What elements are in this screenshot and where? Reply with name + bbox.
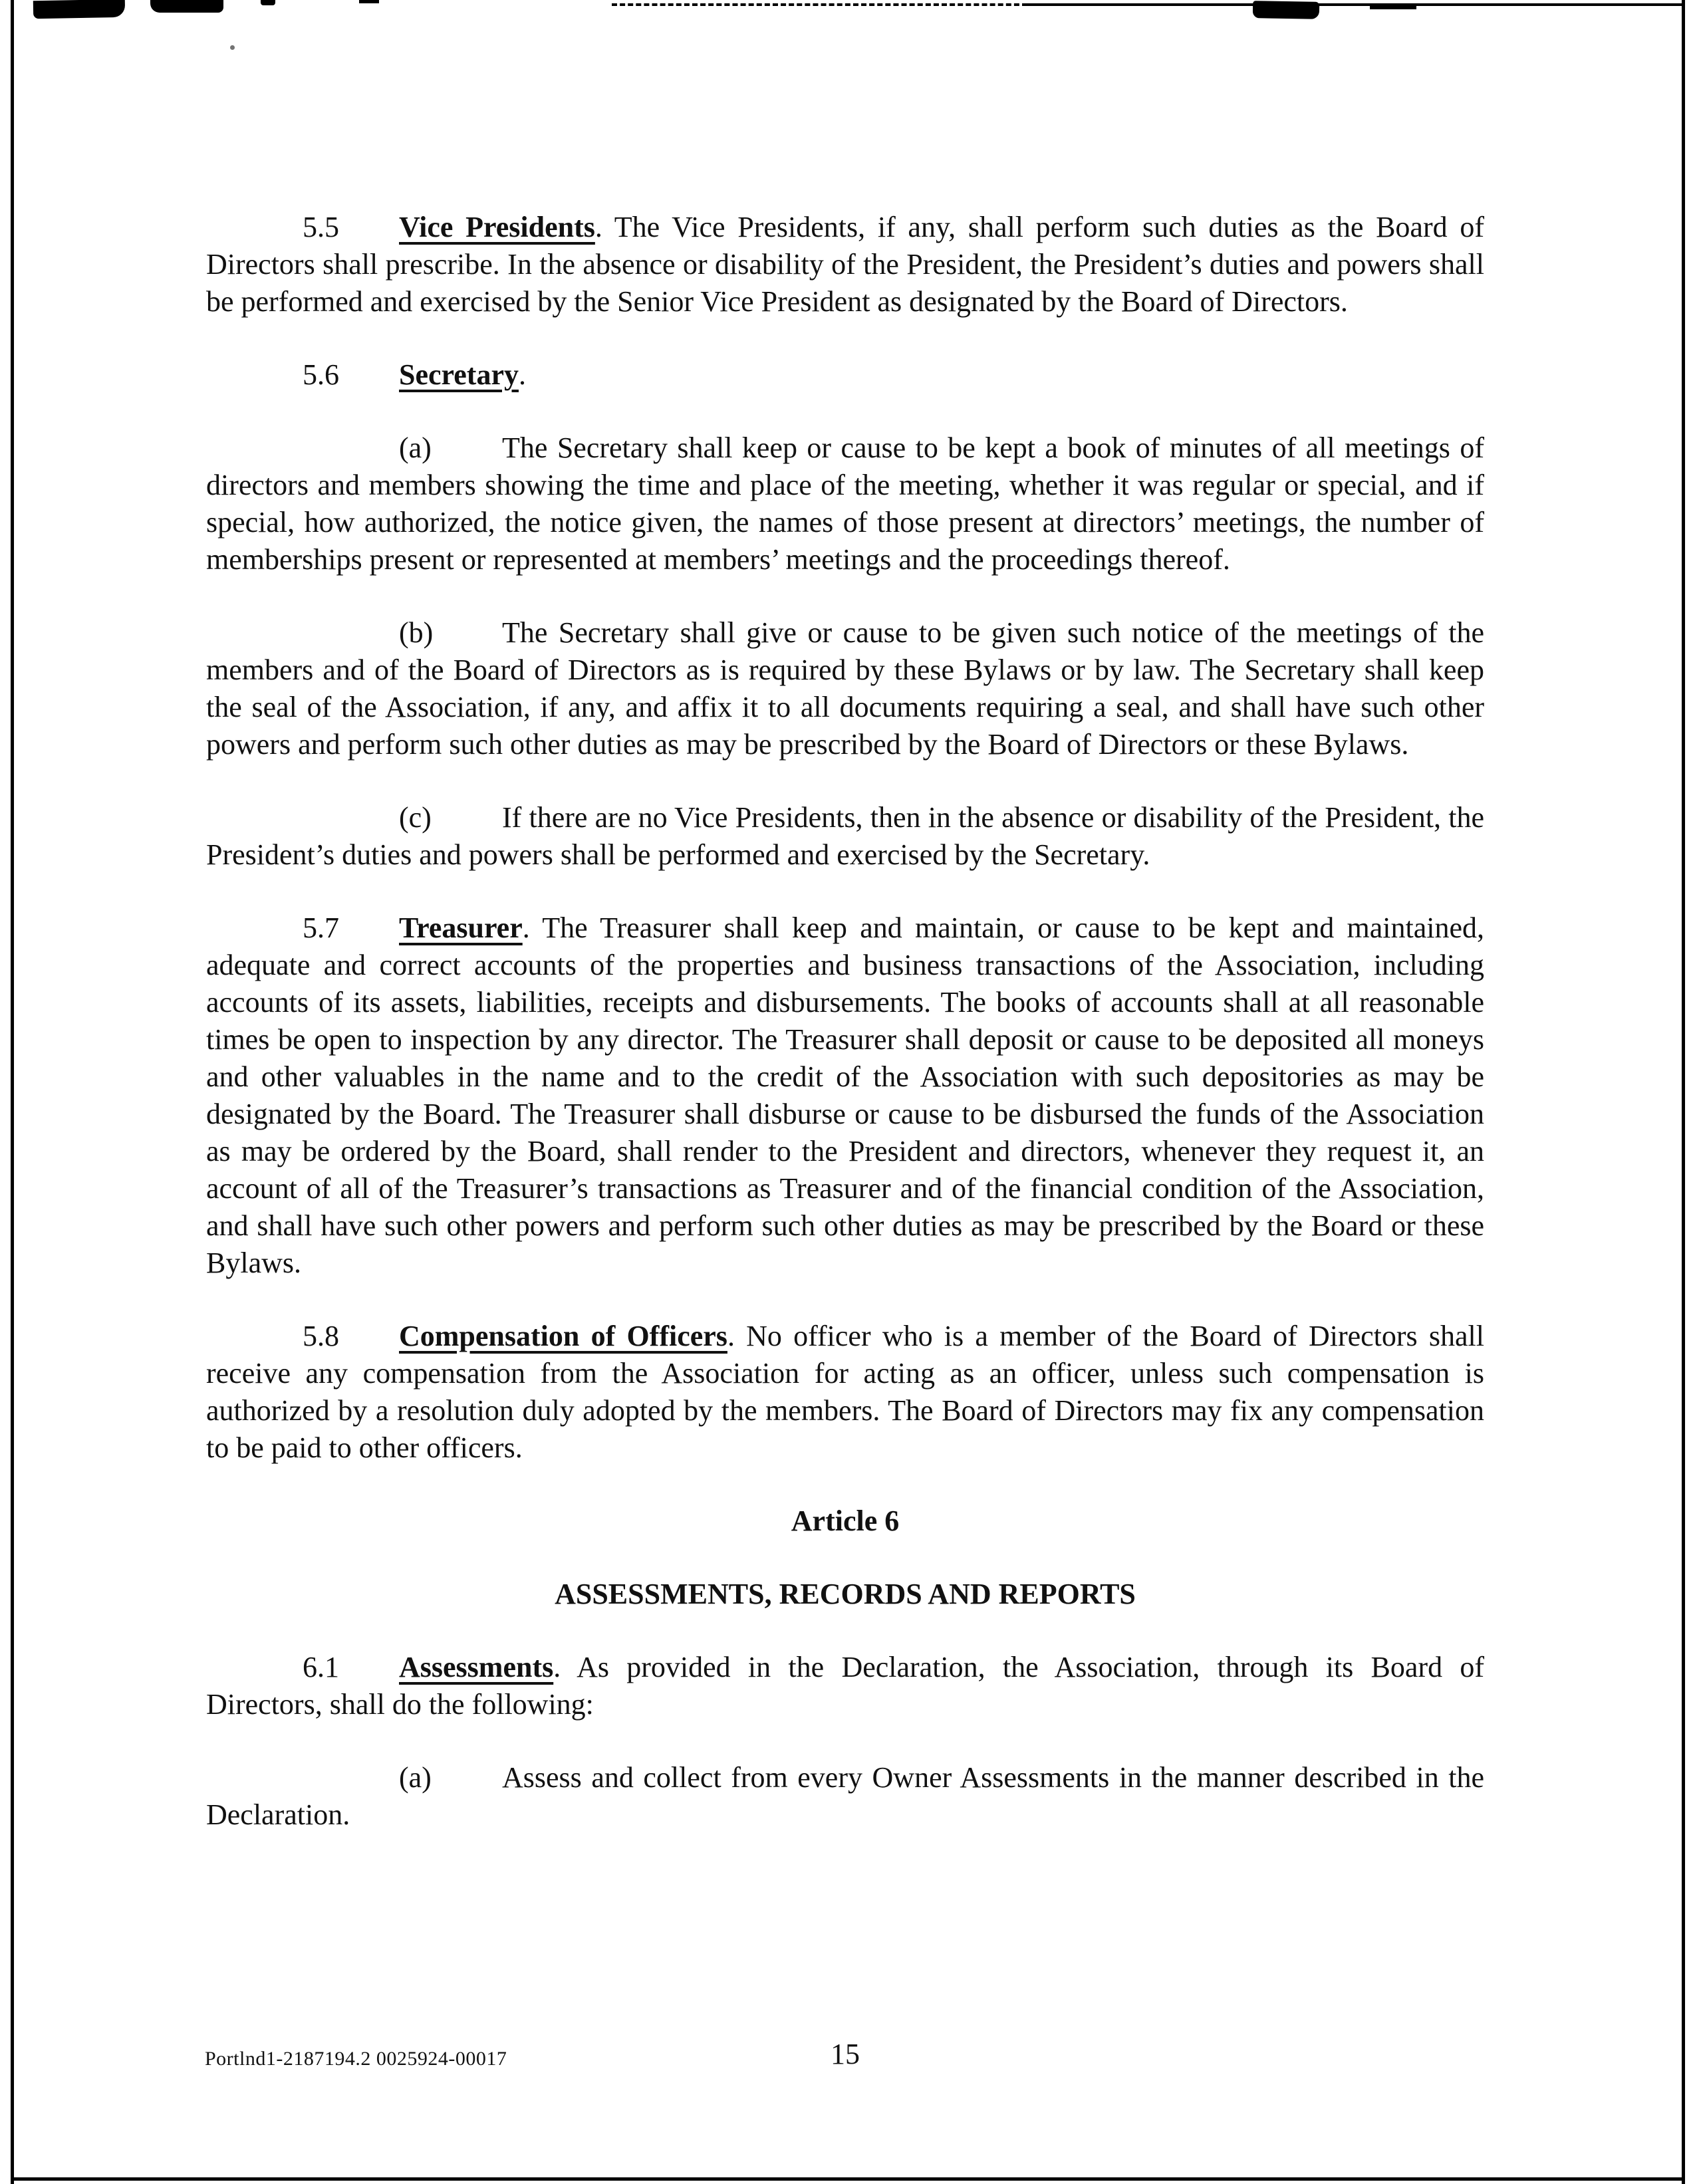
page-content — [206, 209, 1484, 1834]
document-id: Portlnd1-2187194.2 0025924-00017 — [205, 2048, 507, 2070]
section-6-1 — [206, 1649, 1484, 1723]
section-number: 5.7 — [303, 911, 339, 944]
section-number: 5.5 — [303, 211, 339, 243]
scan-speck — [230, 45, 235, 50]
heading-separator: . — [594, 211, 602, 243]
subsection-label: (b) — [399, 616, 434, 649]
subsection-body-text: If there are no Vice Presidents, then in the absence or disability of the President, the President’s duties and powers shall be performed and exercised by the Secretary. — [206, 801, 1484, 871]
scan-smudge — [1253, 1, 1319, 19]
section-number: 5.8 — [303, 1320, 339, 1352]
heading-separator: . — [518, 358, 526, 391]
scan-smudge — [1370, 5, 1416, 9]
page-number: 15 — [831, 2038, 860, 2070]
scan-border-bottom — [11, 2177, 1685, 2181]
heading-separator: . — [522, 911, 530, 944]
section-5-8 — [206, 1318, 1484, 1467]
subsection-6-1-a — [206, 1759, 1484, 1834]
section-body-text: No officer who is a member of the Board of Directors shall receive any compensation from the Association for acting as an officer, unless such compensation is authorized by a resolution duly adopted by the members. The Board of Directors may fix any compensation to be paid to other officers. — [206, 1320, 1484, 1464]
subsection-body-text: The Secretary shall keep or cause to be kept a book of minutes of all meetings of directors and members showing the time and place of the meeting, whether it was regular or special, and if special, how authorized, the notice given, the names of those present at directors’ meetings, the number of memberships present or represented at members’ meetings and the proceedings thereof. — [206, 431, 1484, 576]
scan-border-right — [1682, 0, 1685, 2184]
section-heading: Secretary — [399, 358, 519, 391]
heading-separator: . — [553, 1651, 561, 1683]
section-number: 6.1 — [303, 1651, 339, 1683]
section-heading: Vice Presidents — [399, 211, 595, 243]
section-body-text: As provided in the Declaration, the Association, through its Board of Directors, shall do the following: — [206, 1651, 1484, 1721]
scan-smudge — [359, 0, 379, 3]
article-heading: Article 6 — [791, 1505, 900, 1537]
section-5-7 — [206, 910, 1484, 1282]
subsection-5-6-b — [206, 614, 1484, 763]
section-heading: Treasurer — [399, 911, 523, 944]
subsection-label: (c) — [399, 801, 432, 834]
scan-border-top — [1027, 3, 1684, 6]
subsection-5-6-c — [206, 799, 1484, 874]
section-body-text: The Treasurer shall keep and maintain, or cause to be kept and maintained, adequate and correct accounts of the properties and business transactions of the Association, including accounts of its assets, liabilities, receipts and disbursements. The books of accounts shall at all reasonable times be open to inspection by any director. The Treasurer shall deposit or cause to be deposited all moneys and other valuables in the name and to the credit of the Association with such depositories as may be designated by the Board. The Treasurer shall disburse or cause to be disbursed the funds of the Association as may be ordered by the Board, shall render to the President and directors, whenever they request it, an account of all of the Treasurer’s transactions as Treasurer and of the financial condition of the Association, and shall have such other powers and perform such other duties as may be prescribed by the Board or these Bylaws. — [206, 911, 1484, 1279]
subsection-body-text: Assess and collect from every Owner Assessments in the manner described in the Declaration. — [206, 1761, 1484, 1831]
scan-border-top-dashes — [612, 3, 1027, 6]
scan-smudge — [261, 0, 275, 5]
section-heading: Compensation of Officers — [399, 1320, 727, 1352]
scan-smudge — [33, 0, 125, 19]
scan-border-left — [11, 0, 14, 2184]
heading-separator: . — [727, 1320, 735, 1352]
section-5-6 — [206, 356, 1484, 394]
article-subtitle: ASSESSMENTS, RECORDS AND REPORTS — [555, 1578, 1136, 1610]
section-heading: Assessments — [399, 1651, 554, 1683]
scan-smudge — [150, 0, 223, 13]
section-body-text: The Vice Presidents, if any, shall perform such duties as the Board of Directors shall prescribe. In the absence or disability of the President, the President’s duties and powers shall be performed and exercised by the Senior Vice President as designated by the Board of Directors. — [206, 211, 1484, 318]
subsection-body-text: The Secretary shall give or cause to be given such notice of the meetings of the members and of the Board of Directors as is required by these Bylaws or by law. The Secretary shall keep the seal of the Association, if any, and affix it to all documents requiring a seal, and shall have such other powers and perform such other duties as may be prescribed by the Board of Directors or these Bylaws. — [206, 616, 1484, 761]
subsection-5-6-a — [206, 429, 1484, 578]
subsection-label: (a) — [399, 1761, 432, 1794]
section-5-5 — [206, 209, 1484, 320]
section-number: 5.6 — [303, 358, 339, 391]
subsection-label: (a) — [399, 431, 432, 464]
